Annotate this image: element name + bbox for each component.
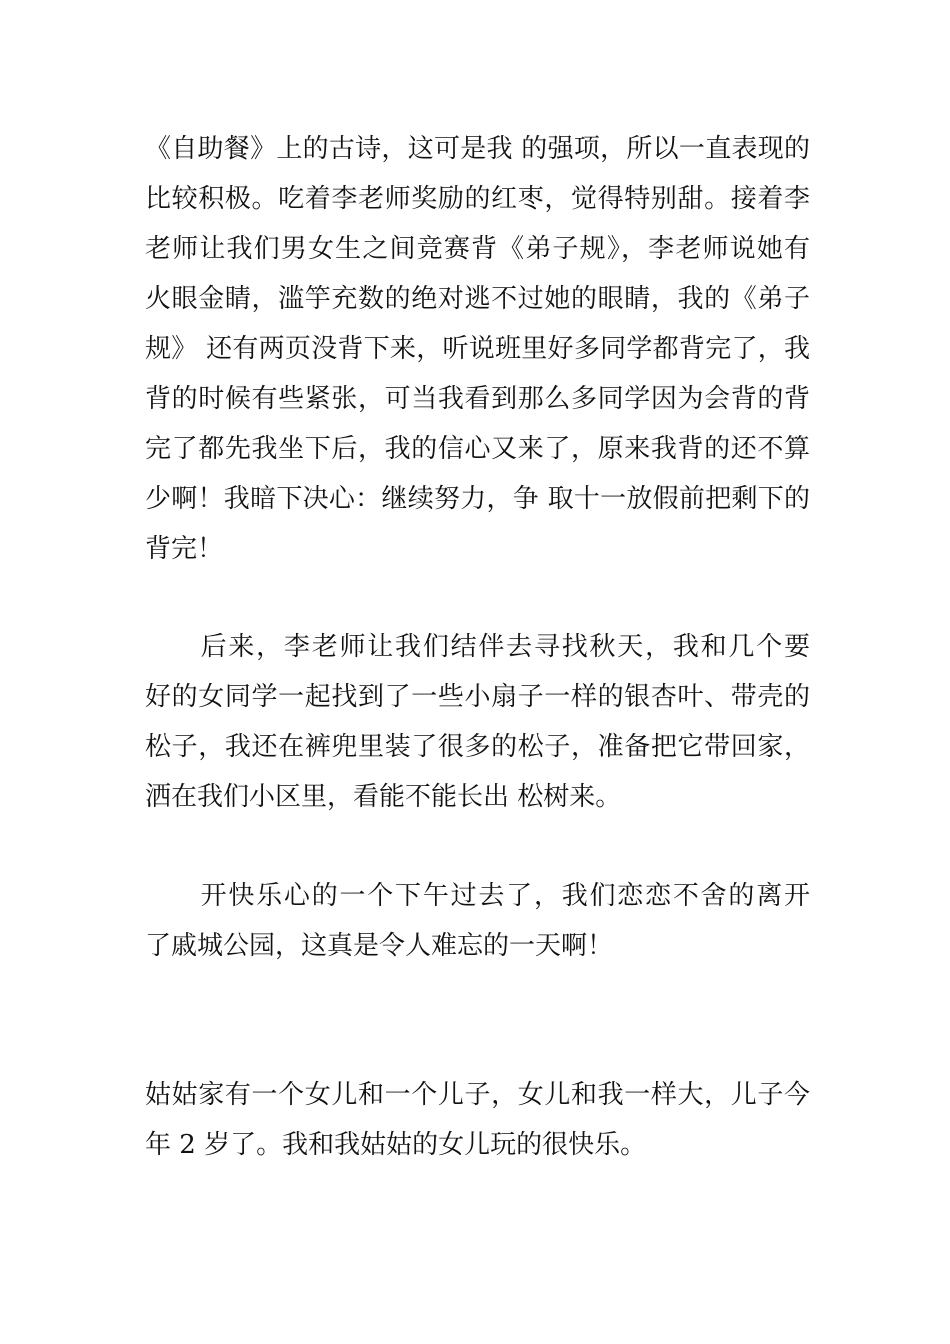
text-line: 完了都先我坐下后，我的信心又来了，原来我背的还不算: [145, 434, 810, 464]
text-line: 《自助餐》上的古诗，这可是我 的强项，所以一直表现的: [145, 134, 810, 164]
text-line: 年 2 岁了。我和我姑姑的女儿玩的很快乐。: [145, 1130, 647, 1160]
text-line: 好的女同学一起找到了一些小扇子一样的银杏叶、带壳的: [145, 682, 810, 712]
text-line: 火眼金睛，滥竽充数的绝对逃不过她的眼睛，我的《弟子: [145, 284, 810, 314]
text-line: 了戚城公园，这真是令人难忘的一天啊！: [145, 931, 614, 961]
text-line: 开快乐心的一个下午过去了，我们恋恋不舍的离开: [145, 881, 810, 911]
text-line: 松子，我还在裤兜里装了很多的松子，准备把它带回家，: [145, 732, 810, 762]
text-line: 姑姑家有一个女儿和一个儿子，女儿和我一样大，儿子今: [145, 1080, 810, 1110]
text-line: 背的时候有些紧张，可当我看到那么多同学因为会背的背: [145, 384, 810, 414]
paragraph-2: [145, 622, 810, 822]
paragraph-3: [145, 871, 810, 971]
paragraph-4: [145, 1070, 810, 1170]
paragraph-1: [145, 124, 810, 574]
text-line: 比较积极。吃着李老师奖励的红枣，觉得特别甜。接着李: [145, 184, 810, 214]
text-line: 后来，李老师让我们结伴去寻找秋天，我和几个要: [145, 632, 810, 662]
text-line: 洒在我们小区里，看能不能长出 松树来。: [145, 782, 622, 812]
text-line: 少啊！我暗下决心：继续努力，争 取十一放假前把剩下的: [145, 484, 810, 514]
text-line: 规》 还有两页没背下来，听说班里好多同学都背完了，我: [145, 334, 810, 364]
text-line: 老师让我们男女生之间竞赛背《弟子规》，李老师说她有: [145, 234, 810, 264]
text-line: 背完！: [145, 534, 224, 564]
